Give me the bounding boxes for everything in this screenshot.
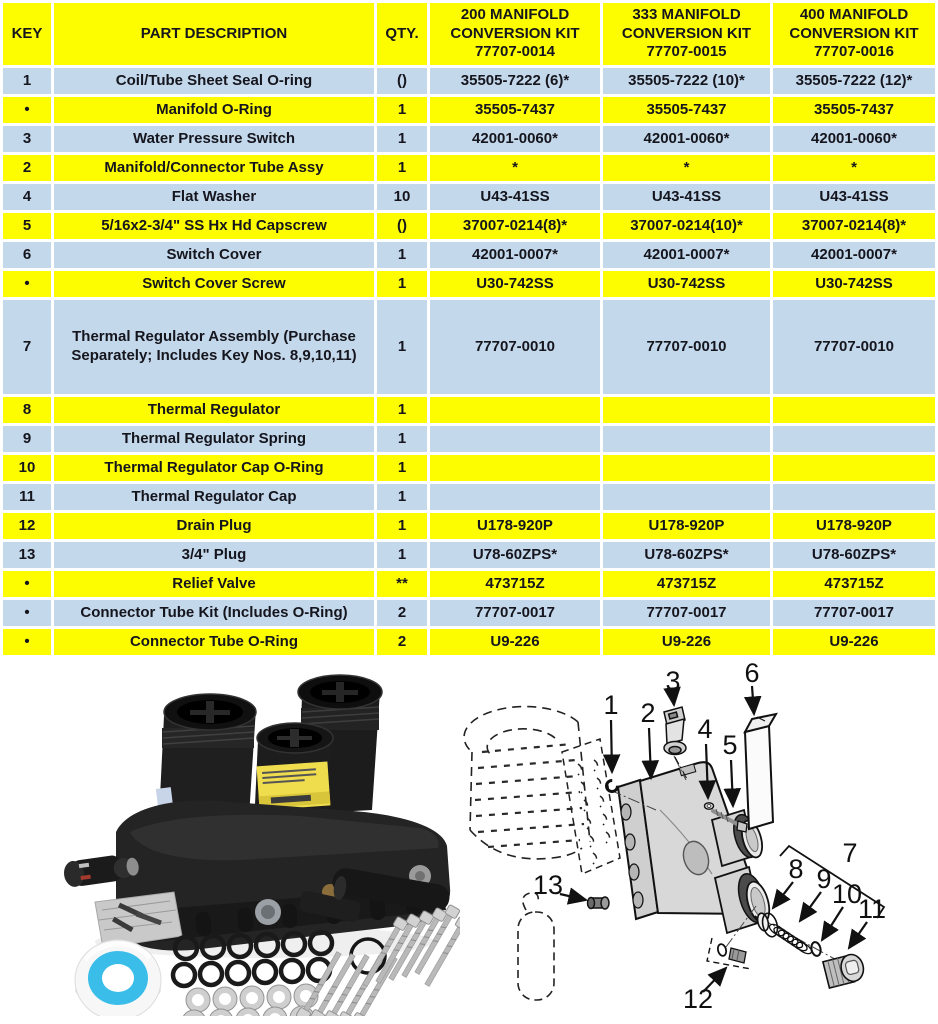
key-cell: 1 [3,68,51,94]
description-cell: Thermal Regulator Spring [54,426,374,452]
kit-200-number: 77707-0014 [474,43,556,61]
caution-label [257,761,331,810]
kit-333-cell: U178-920P [603,513,770,539]
header-key: KEY [3,3,51,65]
description-cell: 5/16x2-3/4" SS Hx Hd Capscrew [54,213,374,239]
description-cell: Switch Cover Screw [54,271,374,297]
qty-cell: () [377,68,427,94]
description-cell: Manifold O-Ring [54,97,374,123]
qty-cell: 1 [377,300,427,394]
description-cell: Flat Washer [54,184,374,210]
key-cell: • [3,571,51,597]
callout-11: 11 [857,894,887,924]
qty-cell: 1 [377,397,427,423]
callout-6: 6 [744,658,760,688]
description-cell: Drain Plug [54,513,374,539]
callout-4: 4 [697,714,713,744]
kit-333-cell: 77707-0017 [603,600,770,626]
kit-200-cell: 37007-0214(8)* [430,213,600,239]
table-row [3,397,935,423]
header-part-description: PART DESCRIPTION [54,3,374,65]
kit-200-cell: 473715Z [430,571,600,597]
kit-200-cell: 42001-0060* [430,126,600,152]
kit-333-cell: 35505-7437 [603,97,770,123]
kit-200-cell: * [430,155,600,181]
table-row [3,600,935,626]
key-cell: 4 [3,184,51,210]
kit-333-cell [603,455,770,481]
kit-333-cell [603,397,770,423]
qty-cell: 2 [377,600,427,626]
kit-200-name: 200 MANIFOLD CONVERSION KIT [450,5,580,42]
qty-cell: 1 [377,513,427,539]
qty-cell: 1 [377,242,427,268]
heat-exchanger-coil [464,707,590,859]
callout-12: 12 [682,984,714,1014]
key-cell: 7 [3,300,51,394]
coil-tubes [475,744,584,847]
table-row [3,184,935,210]
description-cell: Thermal Regulator [54,397,374,423]
kit-400-cell [773,426,935,452]
key-cell: 3 [3,126,51,152]
kit-333-cell: 42001-0060* [603,126,770,152]
connector-tube-dashed [518,893,554,1000]
description-cell: Coil/Tube Sheet Seal O-ring [54,68,374,94]
kit-400-cell [773,397,935,423]
qty-cell: 1 [377,97,427,123]
qty-cell: 10 [377,184,427,210]
qty-cell: 1 [377,542,427,568]
callout-10: 10 [831,879,863,909]
kit-333-cell: 35505-7222 (10)* [603,68,770,94]
table-row [3,513,935,539]
qty-cell: 1 [377,455,427,481]
description-cell: Thermal Regulator Cap O-Ring [54,455,374,481]
key-cell: 9 [3,426,51,452]
table-row [3,455,935,481]
callout-2: 2 [640,698,656,728]
kit-200-cell: U78-60ZPS* [430,542,600,568]
key-cell: 11 [3,484,51,510]
switch-cover-part [745,714,776,829]
kit-200-cell: U43-41SS [430,184,600,210]
parts-table-body [3,68,935,655]
description-cell: Connector Tube O-Ring [54,629,374,655]
kit-200-cell [430,484,600,510]
flat-washer-part [705,803,714,809]
callout-9: 9 [816,864,832,894]
key-cell: • [3,600,51,626]
kit-400-cell: U43-41SS [773,184,935,210]
kit-333-cell: U43-41SS [603,184,770,210]
kit-200-cell: 35505-7437 [430,97,600,123]
kit-333-cell: U9-226 [603,629,770,655]
table-row [3,271,935,297]
kit-333-cell: 77707-0010 [603,300,770,394]
kit-200-cell: U9-226 [430,629,600,655]
header-qty: QTY. [377,3,427,65]
description-cell: Connector Tube Kit (Includes O-Ring) [54,600,374,626]
key-cell: • [3,271,51,297]
qty-cell: 1 [377,271,427,297]
description-cell: 3/4" Plug [54,542,374,568]
table-header-row [3,3,935,65]
kit-200-cell: 77707-0010 [430,300,600,394]
figures-row [0,658,938,1016]
kit-333-cell: 37007-0214(10)* [603,213,770,239]
callout-8: 8 [788,854,804,884]
kit-200-cell: U30-742SS [430,271,600,297]
key-cell: 13 [3,542,51,568]
table-row [3,213,935,239]
table-row [3,426,935,452]
callout-1: 1 [603,690,619,720]
table-row [3,542,935,568]
description-cell: Thermal Regulator Cap [54,484,374,510]
key-cell: 12 [3,513,51,539]
kit-200-cell [430,397,600,423]
key-cell: 8 [3,397,51,423]
kit-400-cell: 35505-7437 [773,97,935,123]
exploded-diagram [460,658,938,1016]
qty-cell: 1 [377,426,427,452]
qty-cell: 1 [377,155,427,181]
table-row [3,571,935,597]
kit-333-cell [603,484,770,510]
description-cell: Relief Valve [54,571,374,597]
kit-400-cell: U9-226 [773,629,935,655]
header-kit-333 [603,3,770,65]
table-row [3,155,935,181]
kit-200-cell [430,455,600,481]
washers-icon [182,984,318,1016]
header-kit-400 [773,3,935,65]
kit-333-number: 77707-0015 [646,43,727,61]
description-cell: Water Pressure Switch [54,126,374,152]
kit-400-cell: * [773,155,935,181]
kit-333-cell: 473715Z [603,571,770,597]
kit-400-cell: U30-742SS [773,271,935,297]
kit-400-cell: 42001-0007* [773,242,935,268]
product-photo [0,658,460,1016]
kit-200-cell: 42001-0007* [430,242,600,268]
kit-333-cell: U78-60ZPS* [603,542,770,568]
kit-200-cell [430,426,600,452]
table-row [3,629,935,655]
header-kit-200 [430,3,600,65]
kit-333-cell [603,426,770,452]
kit-400-name: 400 MANIFOLD CONVERSION KIT [789,5,919,42]
kit-400-cell: 473715Z [773,571,935,597]
qty-cell: 1 [377,126,427,152]
kit-200-cell: 35505-7222 (6)* [430,68,600,94]
kit-333-name: 333 MANIFOLD CONVERSION KIT [621,5,752,42]
kit-400-cell: U178-920P [773,513,935,539]
key-cell: • [3,629,51,655]
qty-cell: () [377,213,427,239]
description-cell: Switch Cover [54,242,374,268]
qty-cell: 2 [377,629,427,655]
description-cell: Thermal Regulator Assembly (Purchase Separately; Includes Key Nos. 8,9,10,11) [54,300,374,394]
table-row [3,126,935,152]
kit-333-cell: 42001-0007* [603,242,770,268]
regulator-cap-part [823,952,867,988]
key-cell: 5 [3,213,51,239]
kit-400-cell [773,455,935,481]
callout-5: 5 [722,730,738,760]
key-cell: • [3,97,51,123]
regulator-spring-part [768,922,814,956]
drain-plug-part [588,897,610,909]
table-row [3,242,935,268]
kit-333-cell: * [603,155,770,181]
kit-400-cell: 37007-0214(8)* [773,213,935,239]
callout-3: 3 [665,666,681,696]
kit-333-cell: U30-742SS [603,271,770,297]
key-cell: 10 [3,455,51,481]
kit-400-cell: 35505-7222 (12)* [773,68,935,94]
table-row [3,97,935,123]
kit-400-cell [773,484,935,510]
key-cell: 6 [3,242,51,268]
key-cell: 2 [3,155,51,181]
table-row [3,484,935,510]
qty-cell: 1 [377,484,427,510]
callout-7: 7 [842,838,858,868]
kit-200-cell: 77707-0017 [430,600,600,626]
kit-400-cell: 77707-0010 [773,300,935,394]
table-row [3,300,935,394]
qty-cell: ** [377,571,427,597]
kit-400-cell: U78-60ZPS* [773,542,935,568]
kit-400-cell: 42001-0060* [773,126,935,152]
callout-13: 13 [532,870,564,900]
description-cell: Manifold/Connector Tube Assy [54,155,374,181]
kit-200-cell: U178-920P [430,513,600,539]
table-row [3,68,935,94]
kit-400-number: 77707-0016 [813,43,895,61]
kit-400-cell: 77707-0017 [773,600,935,626]
thread-seal-tape-icon [75,940,161,1016]
